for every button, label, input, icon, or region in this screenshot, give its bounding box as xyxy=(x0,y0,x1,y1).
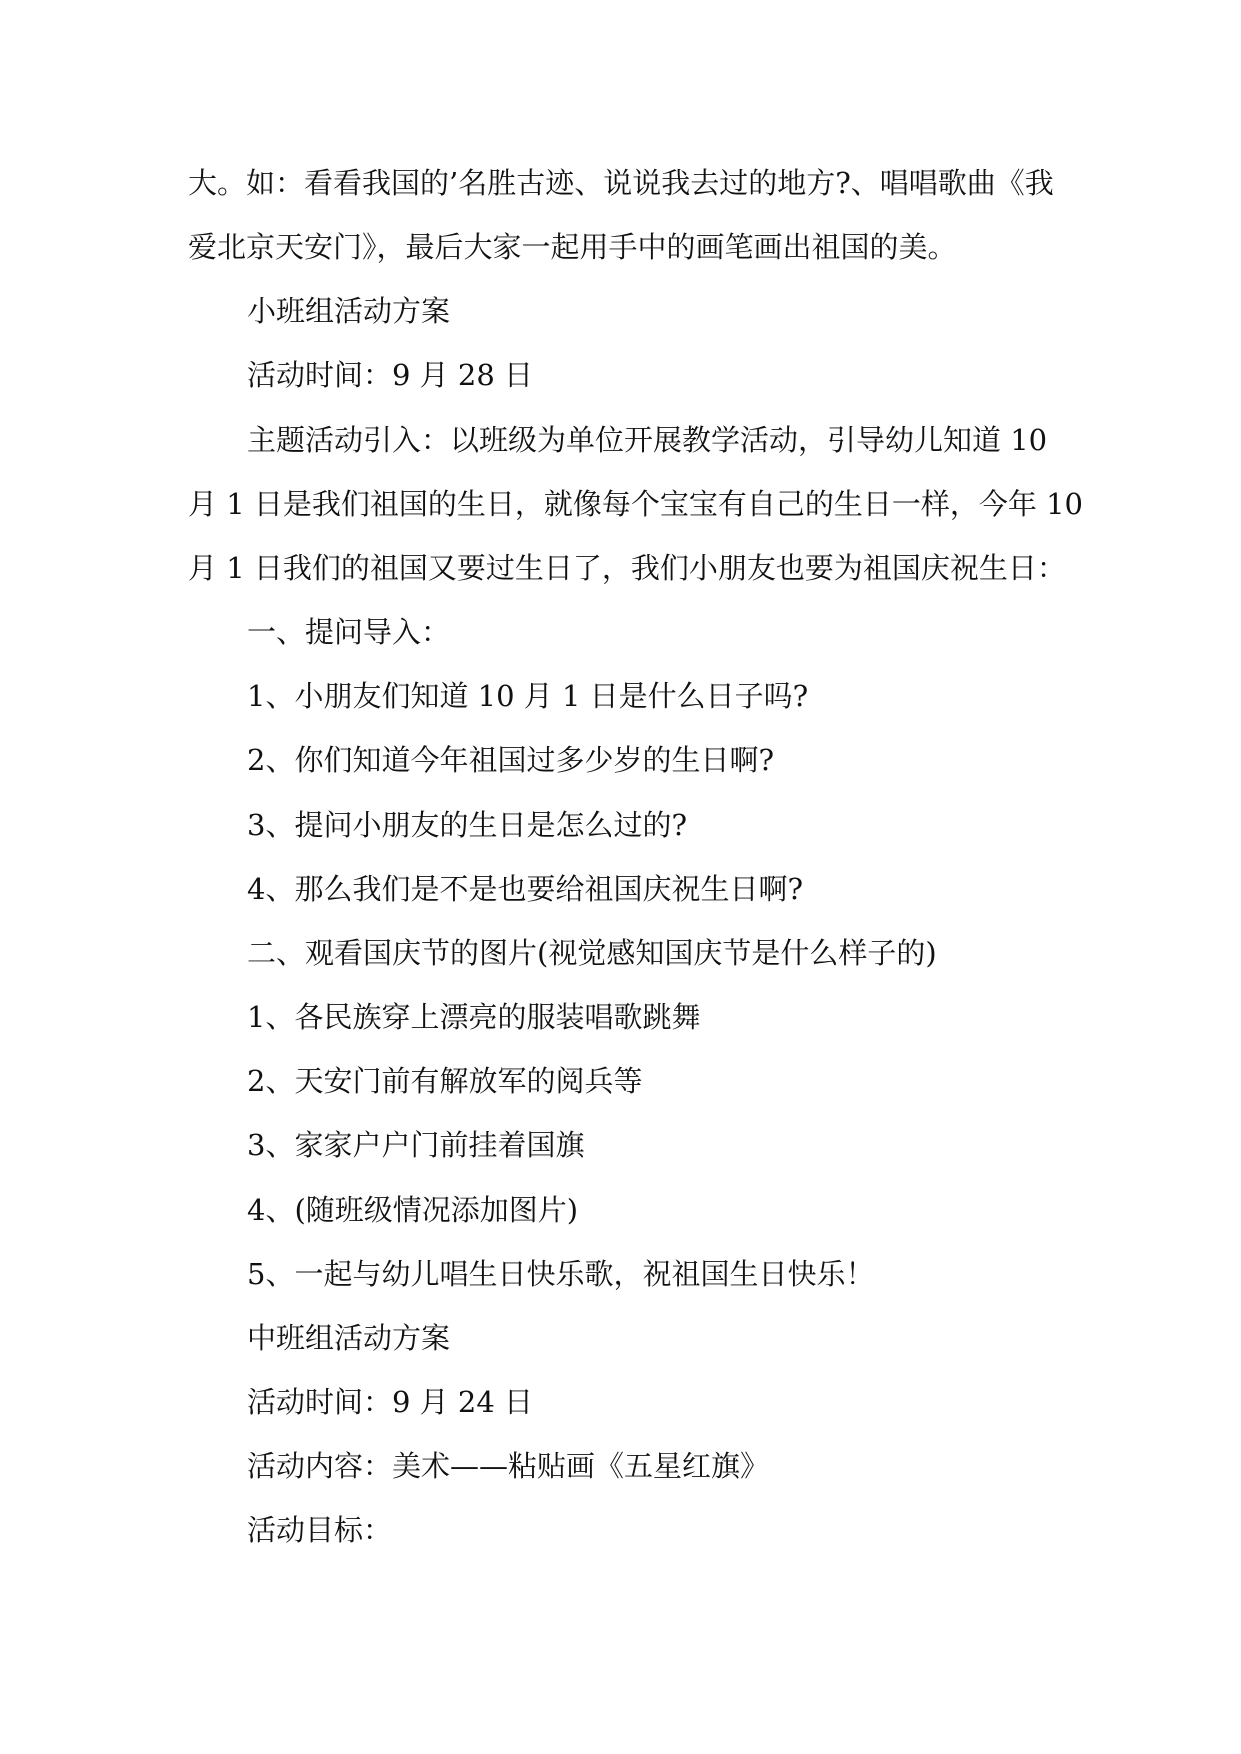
activity-time-line: 活动时间：9 月 28 日 xyxy=(247,358,534,392)
list-item: 2、天安门前有解放军的阅兵等 xyxy=(247,1064,643,1098)
list-item: 1、小朋友们知道 10 月 1 日是什么日子吗? xyxy=(247,679,809,713)
activity-time-line: 活动时间：9 月 24 日 xyxy=(247,1385,534,1419)
list-item: 3、家家户户门前挂着国旗 xyxy=(247,1128,585,1162)
activity-goal-line: 活动目标： xyxy=(247,1513,393,1547)
list-item: 1、各民族穿上漂亮的服装唱歌跳舞 xyxy=(247,1000,701,1034)
subsection-heading: 一、提问导入： xyxy=(247,615,451,649)
paragraph-continuation-line: 爱北京天安门》，最后大家一起用手中的画笔画出祖国的美。 xyxy=(188,230,957,264)
activity-content-line: 活动内容：美术——粘贴画《五星红旗》 xyxy=(247,1449,770,1483)
list-item: 3、提问小朋友的生日是怎么过的? xyxy=(247,808,687,842)
list-item: 4、那么我们是不是也要给祖国庆祝生日啊? xyxy=(247,872,803,906)
section-heading-middle-class: 中班组活动方案 xyxy=(247,1321,451,1355)
subsection-heading: 二、观看国庆节的图片(视觉感知国庆节是什么样子的) xyxy=(247,936,937,970)
list-item: 2、你们知道今年祖国过多少岁的生日啊? xyxy=(247,743,774,777)
theme-intro-line: 月 1 日我们的祖国又要过生日了，我们小朋友也要为祖国庆祝生日： xyxy=(188,551,1066,585)
section-heading-small-class: 小班组活动方案 xyxy=(247,294,451,328)
theme-intro-line: 月 1 日是我们祖国的生日，就像每个宝宝有自己的生日一样，今年 10 xyxy=(188,487,1084,521)
list-item: 4、(随班级情况添加图片) xyxy=(247,1193,579,1227)
paragraph-continuation-line: 大。如：看看我国的’名胜古迹、说说我去过的地方?、唱唱歌曲《我 xyxy=(188,166,1054,200)
theme-intro-line: 主题活动引入：以班级为单位开展教学活动，引导幼儿知道 10 xyxy=(247,423,1048,457)
list-item: 5、一起与幼儿唱生日快乐歌，祝祖国生日快乐！ xyxy=(247,1257,875,1291)
